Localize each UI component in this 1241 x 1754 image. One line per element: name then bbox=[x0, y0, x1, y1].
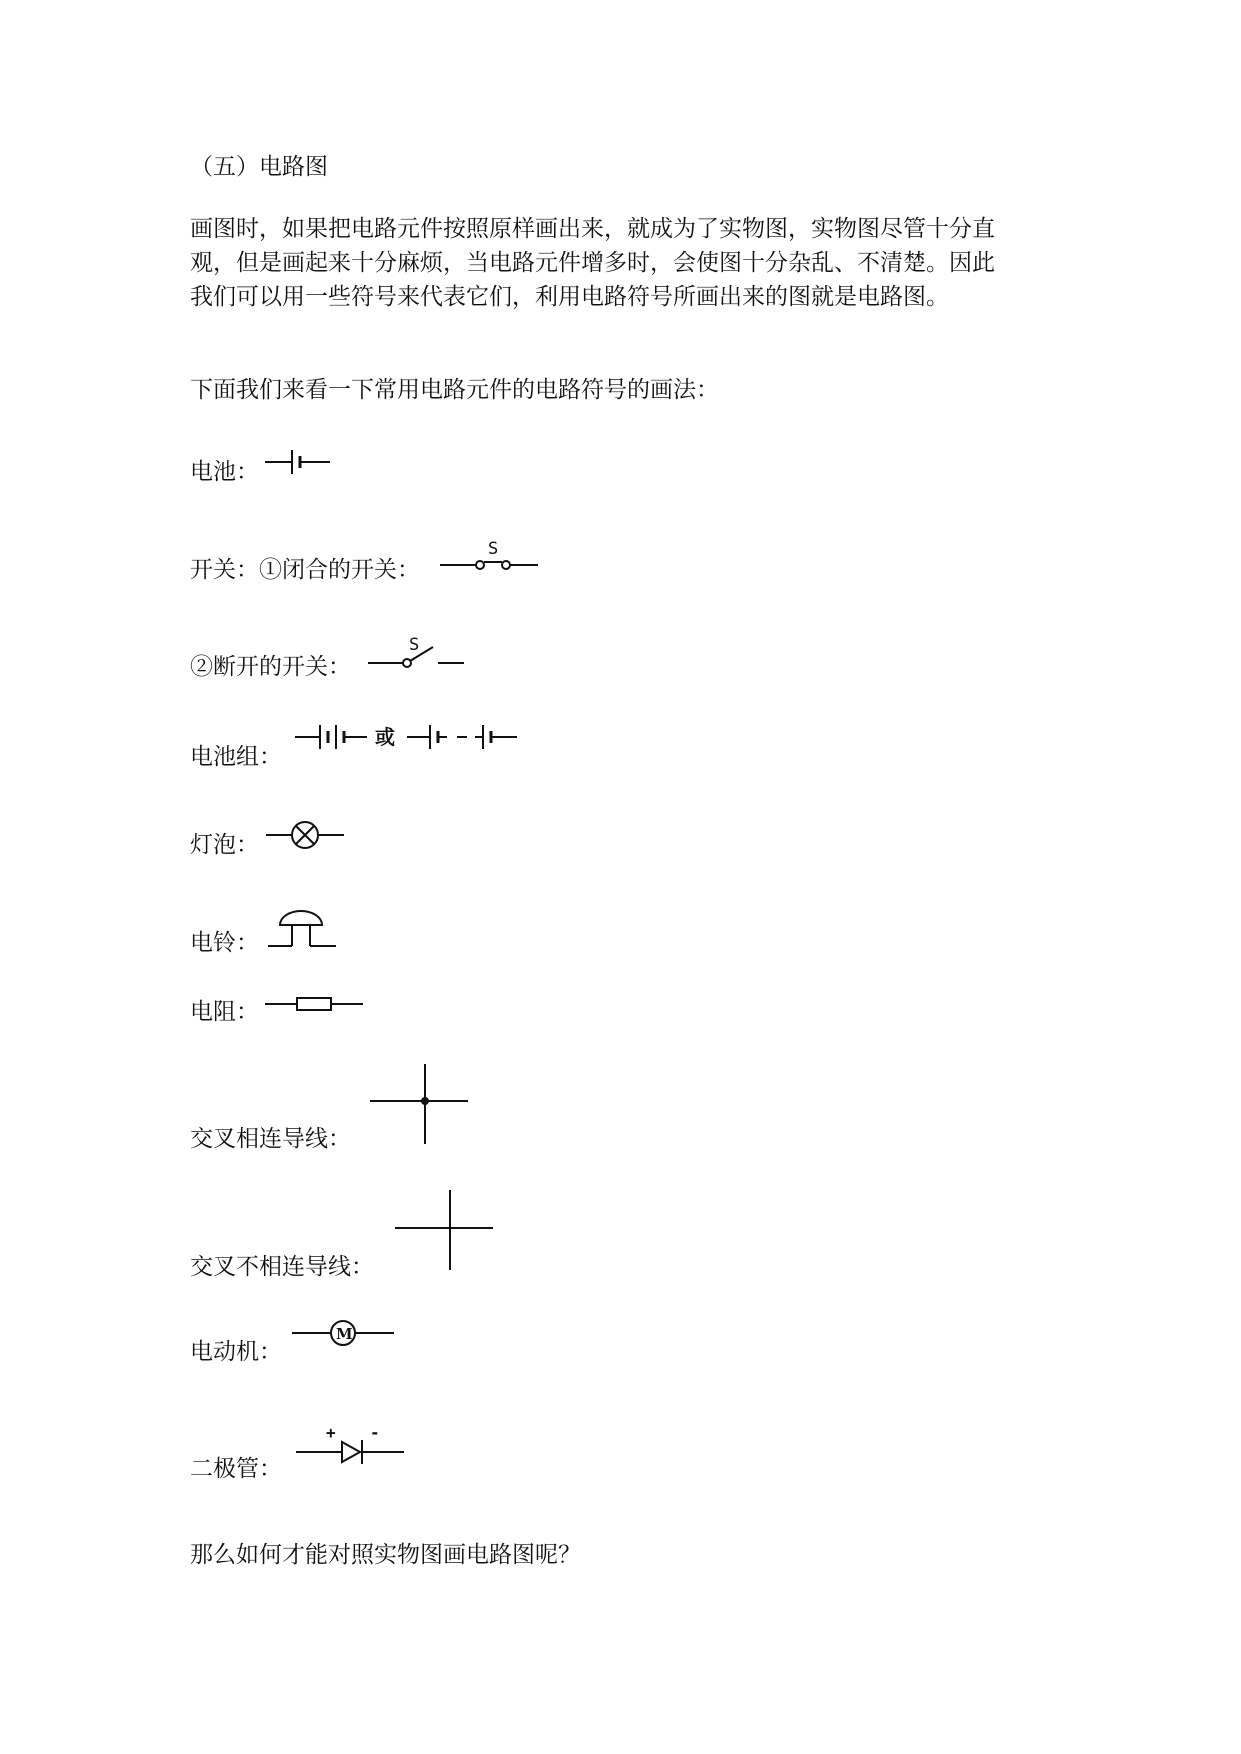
label-motor: 电动机： bbox=[190, 1339, 282, 1365]
label-switch-closed: 开关：①闭合的开关： bbox=[190, 557, 420, 583]
bell-symbol bbox=[268, 910, 340, 952]
intro-paragraph bbox=[190, 212, 1070, 314]
motor-symbol bbox=[292, 1318, 396, 1348]
closing-question: 那么如何才能对照实物图画电路图呢？ bbox=[190, 1542, 581, 1568]
label-bulb: 灯泡： bbox=[190, 832, 259, 858]
section-title: （五）电路图 bbox=[190, 154, 328, 180]
switch-letter: S bbox=[488, 539, 499, 559]
lead-text: 下面我们来看一下常用电路元件的电路符号的画法： bbox=[190, 377, 719, 403]
label-resistor: 电阻： bbox=[190, 999, 259, 1025]
bulb-symbol bbox=[266, 818, 346, 852]
motor-letter: M bbox=[336, 1325, 353, 1343]
intro-line: 观，但是画起来十分麻烦，当电路元件增多时，会使图十分杂乱、不清楚。因此 bbox=[190, 250, 995, 276]
label-bell: 电铃： bbox=[190, 930, 259, 956]
open-switch-symbol bbox=[368, 633, 468, 673]
label-diode: 二极管： bbox=[190, 1456, 282, 1482]
label-wires-crossing: 交叉不相连导线： bbox=[190, 1254, 374, 1280]
label-battery: 电池： bbox=[190, 459, 259, 485]
diode-plus: + bbox=[326, 1423, 336, 1442]
or-text: 或 bbox=[375, 725, 395, 749]
diode-symbol bbox=[296, 1424, 406, 1470]
resistor-symbol bbox=[265, 994, 365, 1014]
label-battery-pack: 电池组： bbox=[190, 744, 282, 770]
closed-switch-symbol bbox=[440, 537, 540, 577]
connected-wires-symbol bbox=[370, 1064, 470, 1146]
crossing-wires-symbol bbox=[395, 1190, 495, 1272]
diode-minus: - bbox=[370, 1423, 380, 1442]
label-wires-connected: 交叉相连导线： bbox=[190, 1126, 351, 1152]
battery-pack-symbol bbox=[295, 722, 520, 754]
battery-symbol bbox=[265, 450, 335, 480]
label-switch-open: ②断开的开关： bbox=[190, 654, 351, 680]
switch-letter-open: S bbox=[409, 635, 420, 655]
intro-line: 我们可以用一些符号来代表它们，利用电路符号所画出来的图就是电路图。 bbox=[190, 284, 949, 310]
intro-line: 画图时，如果把电路元件按照原样画出来，就成为了实物图，实物图尽管十分直 bbox=[190, 216, 995, 242]
